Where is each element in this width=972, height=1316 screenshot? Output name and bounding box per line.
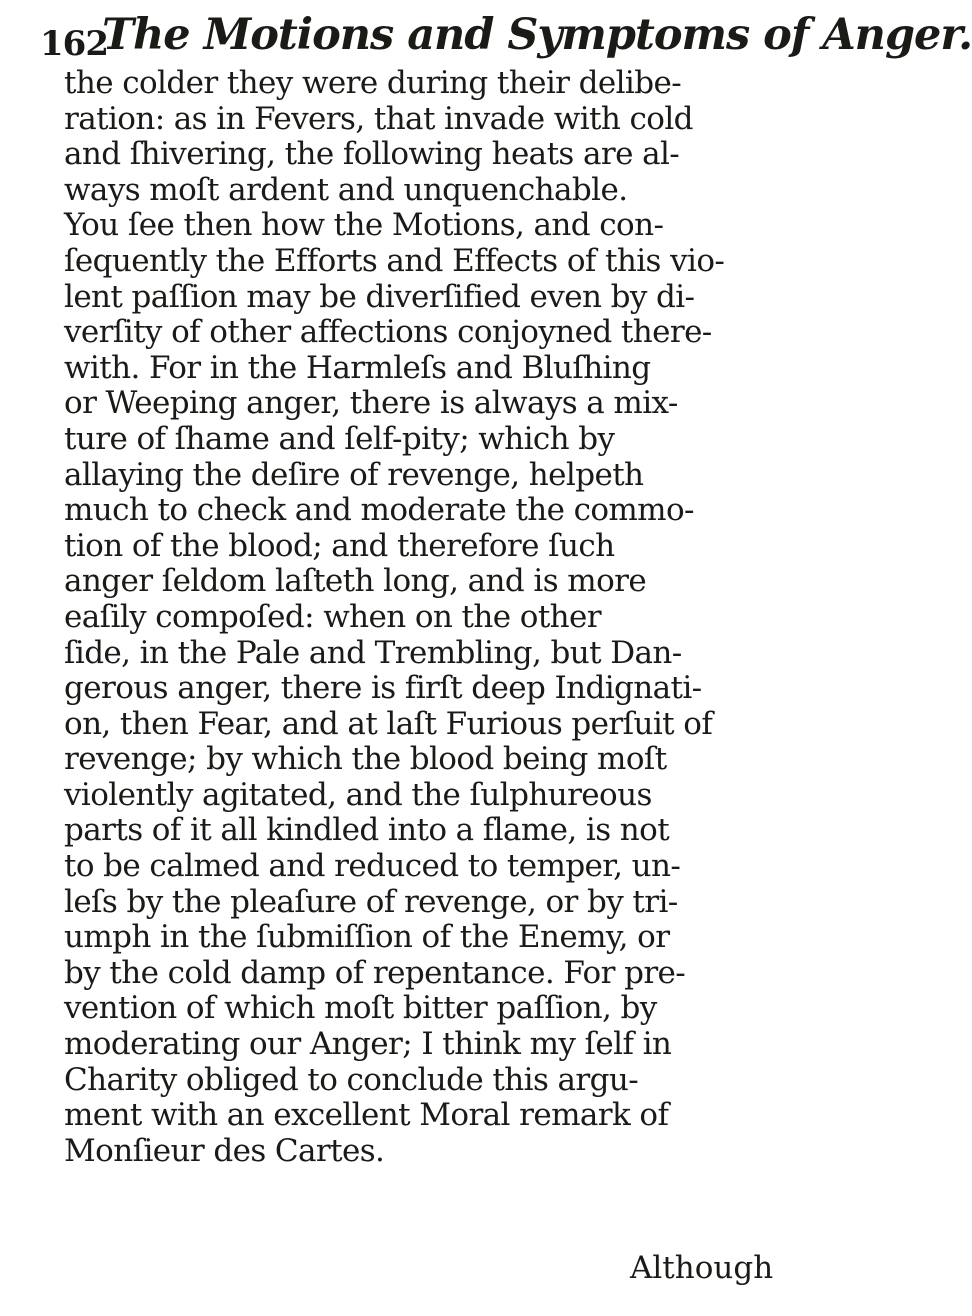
text-line: ration: as in Fevers, that invade with cold	[64, 100, 693, 137]
page-number: 162	[40, 24, 108, 64]
text-line: tion of the blood; and therefore ſuch	[64, 527, 615, 564]
text-line: the colder they were during their delibe-	[64, 65, 682, 101]
text-line: Monſieur des Cartes.	[64, 1132, 385, 1169]
text-line: ment with an excellent Moral remark of	[64, 1097, 669, 1134]
text-line: eaſily compoſed: when on the other	[64, 598, 602, 635]
text-line: ture of ſhame and ſelf-pity; which by	[64, 420, 615, 457]
text-line: anger ſeldom laſteth long, and is more	[64, 563, 647, 600]
text-line: You ſee then how the Motions, and con-	[64, 207, 664, 244]
text-line: allaying the deſire of revenge, helpeth	[64, 456, 644, 493]
text-line: or Weeping anger, there is always a mix-	[64, 385, 678, 422]
text-line: on, then Fear, and at laſt Furious perſuit of	[64, 705, 713, 742]
text-line: leſs by the pleaſure of revenge, or by tri-	[64, 883, 678, 920]
text-line: violently agitated, and the ſulphureous	[64, 776, 652, 813]
text-line: verſity of other affections conjoyned there-	[64, 314, 712, 351]
text-line: moderating our Anger; I think my ſelf in	[64, 1026, 672, 1063]
text-line: to be calmed and reduced to temper, un-	[64, 848, 681, 885]
page-header	[40, 8, 972, 66]
text-line: parts of it all kindled into a flame, is not	[64, 812, 670, 849]
body-text	[64, 66, 800, 1169]
text-line: vention of which moſt bitter paſſion, by	[64, 990, 657, 1027]
text-line: revenge; by which the blood being moſt	[64, 741, 667, 778]
catchword: Although	[630, 1250, 774, 1286]
running-title: The Motions and Symptoms of Anger.	[102, 10, 972, 60]
text-line: Charity obliged to conclude this argu-	[64, 1061, 639, 1098]
text-line: gerous anger, there is firſt deep Indignati-	[64, 670, 702, 707]
text-line: ſequently the Efforts and Effects of this vio-	[64, 242, 725, 279]
text-line: ſide, in the Pale and Trembling, but Dan-	[64, 634, 682, 671]
text-line: umph in the ſubmiſſion of the Enemy, or	[64, 919, 670, 956]
text-line: with. For in the Harmleſs and Bluſhing	[64, 349, 651, 386]
text-line: lent paſſion may be diverſified even by di-	[64, 278, 695, 315]
text-line: much to check and moderate the commo-	[64, 492, 694, 529]
text-line: ways moſt ardent and unquenchable.	[64, 171, 628, 208]
text-line: by the cold damp of repentance. For pre-	[64, 954, 686, 991]
text-line: and ſhivering, the following heats are al-	[64, 136, 680, 173]
